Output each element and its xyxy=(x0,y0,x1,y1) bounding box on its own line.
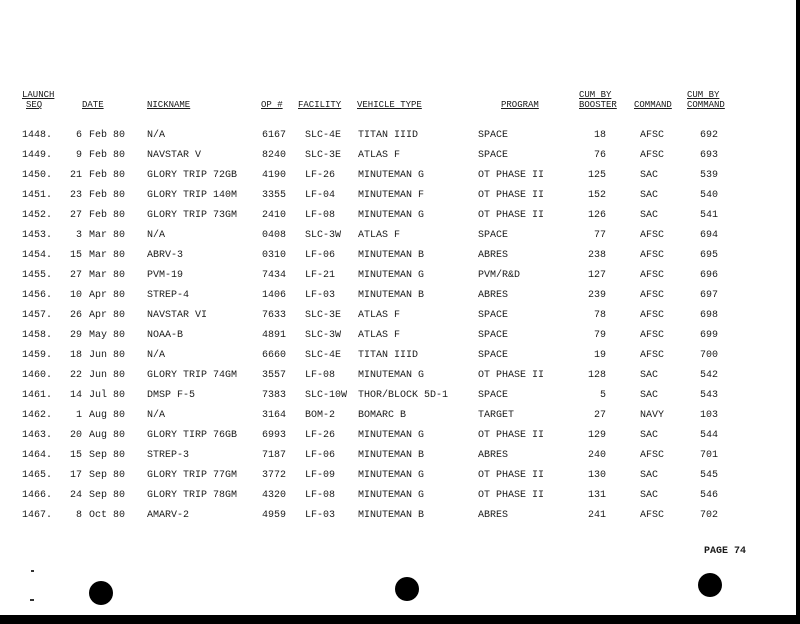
table-row xyxy=(0,169,800,183)
cell-op-number: 7187 xyxy=(262,450,287,461)
cell-day: 22 xyxy=(69,370,82,381)
cell-cum-by-booster: 130 xyxy=(587,470,606,481)
cell-facility: SLC-3W xyxy=(305,330,342,341)
cell-day: 9 xyxy=(75,150,82,161)
cell-month-year: Feb 80 xyxy=(89,170,126,181)
cell-month-year: Aug 80 xyxy=(89,410,126,421)
cell-day: 8 xyxy=(75,510,82,521)
cell-cum-by-booster: 127 xyxy=(587,270,606,281)
cell-facility: SLC-4E xyxy=(305,350,342,361)
cell-vehicle-type: ATLAS F xyxy=(358,330,401,341)
cell-op-number: 3557 xyxy=(262,370,287,381)
cell-cum-by-booster: 241 xyxy=(587,510,606,521)
header-op xyxy=(261,100,283,110)
cell-op-number: 3772 xyxy=(262,470,287,481)
cell-month-year: Mar 80 xyxy=(89,270,126,281)
cell-cum-by-command: 103 xyxy=(700,410,719,421)
cell-launch-seq: 1456. xyxy=(22,290,53,301)
cell-launch-seq: 1452. xyxy=(22,210,53,221)
cell-op-number: 4891 xyxy=(262,330,287,341)
cell-op-number: 2410 xyxy=(262,210,287,221)
header-vehicle-type-label: VEHICLE TYPE xyxy=(357,100,422,110)
cell-cum-by-command: 700 xyxy=(700,350,719,361)
cell-launch-seq: 1460. xyxy=(22,370,53,381)
cell-cum-by-booster: 5 xyxy=(599,390,606,401)
cell-facility: LF-06 xyxy=(305,250,336,261)
cell-command: AFSC xyxy=(640,270,665,281)
cell-nickname: GLORY TRIP 78GM xyxy=(147,490,238,501)
header-cum-by-command-line2: COMMAND xyxy=(687,100,725,110)
cell-nickname: GLORY TRIP 140M xyxy=(147,190,238,201)
cell-cum-by-booster: 152 xyxy=(587,190,606,201)
header-cum-by-booster xyxy=(579,90,617,110)
cell-launch-seq: 1453. xyxy=(22,230,53,241)
cell-month-year: Sep 80 xyxy=(89,470,126,481)
cell-command: AFSC xyxy=(640,130,665,141)
cell-vehicle-type: MINUTEMAN G xyxy=(358,210,425,221)
scan-speck xyxy=(30,599,34,601)
cell-launch-seq: 1465. xyxy=(22,470,53,481)
cell-nickname: GLORY TRIP 77GM xyxy=(147,470,238,481)
cell-cum-by-command: 545 xyxy=(700,470,719,481)
cell-program: SPACE xyxy=(478,130,509,141)
header-date xyxy=(74,100,122,110)
cell-vehicle-type: MINUTEMAN G xyxy=(358,270,425,281)
cell-launch-seq: 1451. xyxy=(22,190,53,201)
header-nickname xyxy=(147,100,190,110)
header-facility xyxy=(298,100,341,110)
cell-cum-by-command: 702 xyxy=(700,510,719,521)
cell-nickname: DMSP F-5 xyxy=(147,390,196,401)
cell-nickname: GLORY TRIP 73GM xyxy=(147,210,238,221)
cell-op-number: 6167 xyxy=(262,130,287,141)
cell-program: SPACE xyxy=(478,230,509,241)
header-vehicle-type xyxy=(357,100,422,110)
table-row xyxy=(0,409,800,423)
cell-nickname: STREP-4 xyxy=(147,290,190,301)
header-command-label: COMMAND xyxy=(634,100,672,110)
cell-month-year: Feb 80 xyxy=(89,150,126,161)
header-cum-by-booster-line1: CUM BY xyxy=(579,90,612,100)
cell-nickname: AMARV-2 xyxy=(147,510,190,521)
cell-command: AFSC xyxy=(640,310,665,321)
cell-cum-by-command: 540 xyxy=(700,190,719,201)
cell-nickname: N/A xyxy=(147,350,166,361)
cell-vehicle-type: MINUTEMAN G xyxy=(358,370,425,381)
cell-day: 10 xyxy=(69,290,82,301)
table-row xyxy=(0,329,800,343)
cell-program: OT PHASE II xyxy=(478,490,545,501)
cell-cum-by-booster: 18 xyxy=(593,130,606,141)
scan-speck xyxy=(31,570,34,572)
cell-facility: SLC-4E xyxy=(305,130,342,141)
cell-nickname: NOAA-B xyxy=(147,330,184,341)
cell-command: AFSC xyxy=(640,150,665,161)
cell-nickname: STREP-3 xyxy=(147,450,190,461)
cell-day: 1 xyxy=(75,410,82,421)
cell-cum-by-command: 696 xyxy=(700,270,719,281)
cell-program: OT PHASE II xyxy=(478,170,545,181)
cell-op-number: 7383 xyxy=(262,390,287,401)
cell-command: AFSC xyxy=(640,510,665,521)
cell-nickname: GLORY TRIP 74GM xyxy=(147,370,238,381)
cell-facility: LF-26 xyxy=(305,170,336,181)
cell-cum-by-booster: 27 xyxy=(593,410,606,421)
cell-op-number: 6660 xyxy=(262,350,287,361)
cell-facility: LF-06 xyxy=(305,450,336,461)
cell-program: ABRES xyxy=(478,510,509,521)
cell-month-year: Feb 80 xyxy=(89,210,126,221)
header-program xyxy=(477,100,561,110)
cell-launch-seq: 1462. xyxy=(22,410,53,421)
cell-command: SAC xyxy=(640,470,659,481)
scan-edge-right xyxy=(796,0,800,624)
cell-cum-by-command: 699 xyxy=(700,330,719,341)
cell-command: AFSC xyxy=(640,230,665,241)
header-command xyxy=(634,100,672,110)
cell-op-number: 3355 xyxy=(262,190,287,201)
cell-day: 15 xyxy=(69,250,82,261)
cell-vehicle-type: THOR/BLOCK 5D-1 xyxy=(358,390,449,401)
cell-cum-by-booster: 79 xyxy=(593,330,606,341)
cell-launch-seq: 1457. xyxy=(22,310,53,321)
cell-vehicle-type: MINUTEMAN B xyxy=(358,290,425,301)
cell-month-year: Aug 80 xyxy=(89,430,126,441)
cell-facility: LF-26 xyxy=(305,430,336,441)
cell-nickname: NAVSTAR V xyxy=(147,150,202,161)
cell-cum-by-booster: 19 xyxy=(593,350,606,361)
table-row xyxy=(0,189,800,203)
cell-command: SAC xyxy=(640,170,659,181)
cell-day: 3 xyxy=(75,230,82,241)
cell-op-number: 0310 xyxy=(262,250,287,261)
cell-op-number: 7434 xyxy=(262,270,287,281)
cell-day: 6 xyxy=(75,130,82,141)
cell-vehicle-type: BOMARC B xyxy=(358,410,407,421)
cell-command: AFSC xyxy=(640,350,665,361)
cell-vehicle-type: ATLAS F xyxy=(358,310,401,321)
table-row xyxy=(0,289,800,303)
cell-command: SAC xyxy=(640,190,659,201)
cell-cum-by-command: 546 xyxy=(700,490,719,501)
cell-command: AFSC xyxy=(640,290,665,301)
cell-program: OT PHASE II xyxy=(478,470,545,481)
cell-launch-seq: 1448. xyxy=(22,130,53,141)
header-launch-seq-line1: LAUNCH xyxy=(22,90,55,100)
table-row xyxy=(0,429,800,443)
cell-cum-by-command: 541 xyxy=(700,210,719,221)
cell-program: PVM/R&D xyxy=(478,270,521,281)
header-op-label: OP # xyxy=(261,100,283,110)
cell-program: TARGET xyxy=(478,410,515,421)
header-date-label: DATE xyxy=(82,100,104,110)
cell-cum-by-command: 697 xyxy=(700,290,719,301)
header-launch-seq-line2: SEQ xyxy=(26,100,43,110)
cell-program: SPACE xyxy=(478,350,509,361)
cell-launch-seq: 1454. xyxy=(22,250,53,261)
cell-month-year: Feb 80 xyxy=(89,130,126,141)
cell-cum-by-booster: 125 xyxy=(587,170,606,181)
cell-cum-by-command: 692 xyxy=(700,130,719,141)
table-row xyxy=(0,209,800,223)
table-row xyxy=(0,489,800,503)
cell-cum-by-command: 693 xyxy=(700,150,719,161)
cell-vehicle-type: MINUTEMAN B xyxy=(358,450,425,461)
cell-program: ABRES xyxy=(478,290,509,301)
cell-command: AFSC xyxy=(640,330,665,341)
cell-day: 18 xyxy=(69,350,82,361)
cell-cum-by-command: 543 xyxy=(700,390,719,401)
cell-facility: LF-08 xyxy=(305,370,336,381)
cell-cum-by-command: 544 xyxy=(700,430,719,441)
cell-launch-seq: 1467. xyxy=(22,510,53,521)
cell-nickname: N/A xyxy=(147,130,166,141)
cell-launch-seq: 1464. xyxy=(22,450,53,461)
cell-facility: SLC-3W xyxy=(305,230,342,241)
cell-cum-by-command: 698 xyxy=(700,310,719,321)
cell-vehicle-type: MINUTEMAN F xyxy=(358,190,425,201)
cell-command: SAC xyxy=(640,370,659,381)
cell-cum-by-booster: 131 xyxy=(587,490,606,501)
header-nickname-label: NICKNAME xyxy=(147,100,191,110)
cell-program: SPACE xyxy=(478,150,509,161)
cell-program: OT PHASE II xyxy=(478,370,545,381)
cell-facility: SLC-3E xyxy=(305,150,342,161)
cell-day: 15 xyxy=(69,450,82,461)
header-program-label: PROGRAM xyxy=(501,100,539,110)
cell-month-year: Jun 80 xyxy=(89,350,126,361)
cell-cum-by-command: 701 xyxy=(700,450,719,461)
table-row xyxy=(0,389,800,403)
cell-op-number: 4959 xyxy=(262,510,287,521)
cell-facility: BOM-2 xyxy=(305,410,336,421)
cell-facility: LF-09 xyxy=(305,470,336,481)
cell-cum-by-booster: 77 xyxy=(593,230,606,241)
punch-hole-left xyxy=(89,581,113,605)
cell-month-year: Feb 80 xyxy=(89,190,126,201)
cell-op-number: 8240 xyxy=(262,150,287,161)
cell-facility: SLC-10W xyxy=(305,390,348,401)
cell-vehicle-type: MINUTEMAN G xyxy=(358,470,425,481)
cell-program: ABRES xyxy=(478,250,509,261)
cell-program: OT PHASE II xyxy=(478,210,545,221)
header-launch-seq xyxy=(22,90,54,110)
cell-day: 23 xyxy=(69,190,82,201)
cell-facility: SLC-3E xyxy=(305,310,342,321)
table-row xyxy=(0,369,800,383)
cell-command: AFSC xyxy=(640,450,665,461)
cell-facility: LF-03 xyxy=(305,290,336,301)
cell-cum-by-command: 694 xyxy=(700,230,719,241)
cell-op-number: 1406 xyxy=(262,290,287,301)
cell-nickname: GLORY TIRP 76GB xyxy=(147,430,238,441)
cell-vehicle-type: MINUTEMAN B xyxy=(358,250,425,261)
cell-cum-by-booster: 129 xyxy=(587,430,606,441)
cell-command: SAC xyxy=(640,430,659,441)
cell-nickname: NAVSTAR VI xyxy=(147,310,208,321)
cell-nickname: N/A xyxy=(147,410,166,421)
cell-nickname: ABRV-3 xyxy=(147,250,184,261)
cell-launch-seq: 1463. xyxy=(22,430,53,441)
cell-launch-seq: 1449. xyxy=(22,150,53,161)
cell-launch-seq: 1461. xyxy=(22,390,53,401)
cell-vehicle-type: ATLAS F xyxy=(358,150,401,161)
cell-op-number: 6993 xyxy=(262,430,287,441)
cell-cum-by-booster: 239 xyxy=(587,290,606,301)
cell-command: SAC xyxy=(640,210,659,221)
cell-op-number: 0408 xyxy=(262,230,287,241)
cell-month-year: Apr 80 xyxy=(89,310,126,321)
cell-month-year: Mar 80 xyxy=(89,230,126,241)
cell-nickname: N/A xyxy=(147,230,166,241)
cell-month-year: Jun 80 xyxy=(89,370,126,381)
table-row xyxy=(0,249,800,263)
cell-nickname: GLORY TRIP 72GB xyxy=(147,170,238,181)
table-row xyxy=(0,509,800,523)
table-row xyxy=(0,349,800,363)
cell-program: OT PHASE II xyxy=(478,190,545,201)
cell-launch-seq: 1466. xyxy=(22,490,53,501)
punch-hole-right xyxy=(698,573,722,597)
cell-month-year: Oct 80 xyxy=(89,510,126,521)
cell-day: 17 xyxy=(69,470,82,481)
cell-day: 26 xyxy=(69,310,82,321)
cell-program: ABRES xyxy=(478,450,509,461)
scan-edge-bottom xyxy=(0,615,800,624)
table-row xyxy=(0,269,800,283)
cell-day: 21 xyxy=(69,170,82,181)
cell-command: AFSC xyxy=(640,250,665,261)
cell-month-year: May 80 xyxy=(89,330,126,341)
page-number: PAGE 74 xyxy=(704,546,747,557)
cell-program: SPACE xyxy=(478,330,509,341)
cell-launch-seq: 1459. xyxy=(22,350,53,361)
cell-vehicle-type: MINUTEMAN G xyxy=(358,430,425,441)
cell-month-year: Apr 80 xyxy=(89,290,126,301)
cell-cum-by-booster: 128 xyxy=(587,370,606,381)
table-row xyxy=(0,469,800,483)
table-row xyxy=(0,149,800,163)
table-row xyxy=(0,309,800,323)
cell-program: OT PHASE II xyxy=(478,430,545,441)
cell-facility: LF-08 xyxy=(305,490,336,501)
cell-command: SAC xyxy=(640,490,659,501)
cell-cum-by-command: 695 xyxy=(700,250,719,261)
cell-facility: LF-21 xyxy=(305,270,336,281)
cell-op-number: 3164 xyxy=(262,410,287,421)
cell-month-year: Sep 80 xyxy=(89,490,126,501)
table-row xyxy=(0,229,800,243)
cell-launch-seq: 1455. xyxy=(22,270,53,281)
cell-day: 24 xyxy=(69,490,82,501)
cell-command: SAC xyxy=(640,390,659,401)
cell-day: 27 xyxy=(69,210,82,221)
punch-hole-center xyxy=(395,577,419,601)
cell-vehicle-type: TITAN IIID xyxy=(358,130,419,141)
cell-month-year: Mar 80 xyxy=(89,250,126,261)
cell-day: 14 xyxy=(69,390,82,401)
cell-month-year: Sep 80 xyxy=(89,450,126,461)
cell-cum-by-booster: 76 xyxy=(593,150,606,161)
cell-facility: LF-03 xyxy=(305,510,336,521)
cell-op-number: 4320 xyxy=(262,490,287,501)
cell-op-number: 4190 xyxy=(262,170,287,181)
cell-vehicle-type: MINUTEMAN B xyxy=(358,510,425,521)
cell-launch-seq: 1450. xyxy=(22,170,53,181)
header-facility-label: FACILITY xyxy=(298,100,342,110)
cell-day: 29 xyxy=(69,330,82,341)
cell-command: NAVY xyxy=(640,410,665,421)
header-cum-by-command xyxy=(687,90,725,110)
table-row xyxy=(0,449,800,463)
cell-op-number: 7633 xyxy=(262,310,287,321)
cell-program: SPACE xyxy=(478,310,509,321)
cell-vehicle-type: MINUTEMAN G xyxy=(358,490,425,501)
cell-cum-by-booster: 78 xyxy=(593,310,606,321)
cell-cum-by-booster: 238 xyxy=(587,250,606,261)
cell-vehicle-type: TITAN IIID xyxy=(358,350,419,361)
cell-cum-by-command: 539 xyxy=(700,170,719,181)
cell-cum-by-command: 542 xyxy=(700,370,719,381)
header-cum-by-command-line1: CUM BY xyxy=(687,90,720,100)
cell-vehicle-type: MINUTEMAN G xyxy=(358,170,425,181)
cell-facility: LF-08 xyxy=(305,210,336,221)
cell-day: 20 xyxy=(69,430,82,441)
cell-launch-seq: 1458. xyxy=(22,330,53,341)
cell-cum-by-booster: 240 xyxy=(587,450,606,461)
cell-month-year: Jul 80 xyxy=(89,390,126,401)
table-row xyxy=(0,129,800,143)
cell-facility: LF-04 xyxy=(305,190,336,201)
cell-cum-by-booster: 126 xyxy=(587,210,606,221)
cell-day: 27 xyxy=(69,270,82,281)
cell-vehicle-type: ATLAS F xyxy=(358,230,401,241)
header-cum-by-booster-line2: BOOSTER xyxy=(579,100,617,110)
cell-program: SPACE xyxy=(478,390,509,401)
cell-nickname: PVM-19 xyxy=(147,270,184,281)
